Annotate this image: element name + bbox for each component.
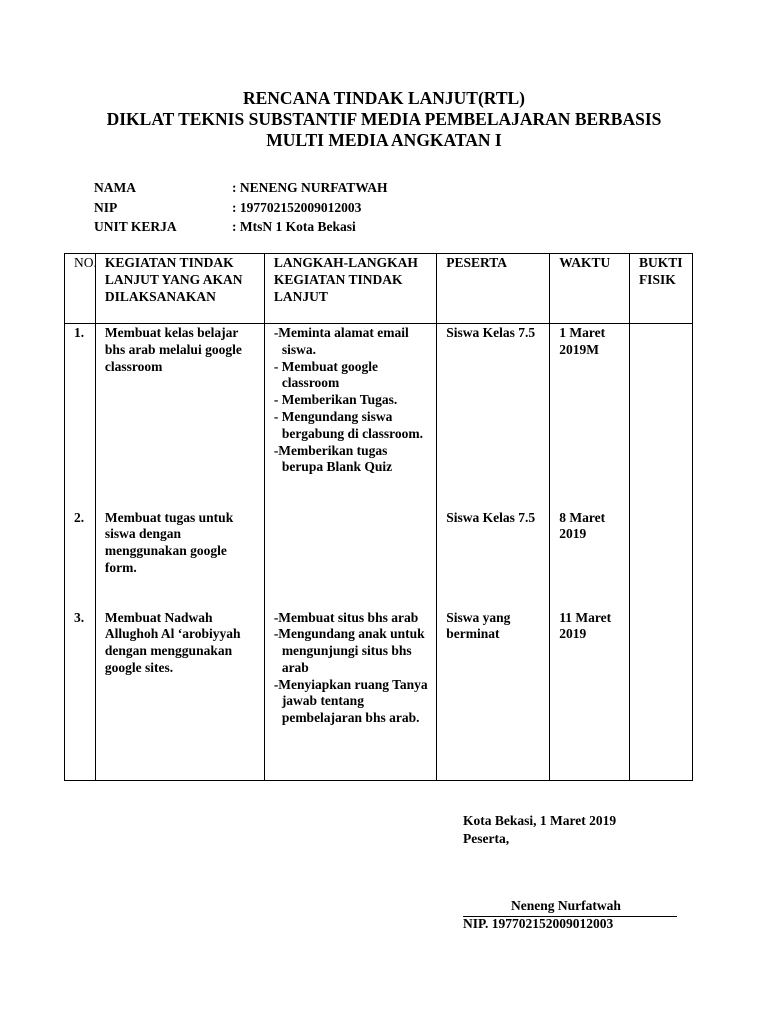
row-1-no: 1. (65, 324, 96, 509)
row-1-langkah (264, 324, 436, 509)
step-item: - Mengundang siswa bergabung di classroom. (273, 408, 423, 441)
nip-row (94, 198, 388, 218)
row-3-steps (274, 610, 431, 728)
title-line-3: MULTI MEDIA ANGKATAN I (266, 130, 502, 150)
header-kegiatan: KEGIATAN TINDAK LANJUT YANG AKAN DILAKSANAKAN (95, 254, 264, 324)
nip-label: NIP (94, 199, 118, 215)
signature-name: Neneng Nurfatwah (511, 898, 621, 913)
row-3-waktu: 11 Maret 2019 (550, 609, 630, 781)
row-1-kegiatan: Membuat kelas belajar bhs arab melalui google classroom (95, 324, 264, 509)
row-2-bukti (629, 509, 692, 609)
row-2-kegiatan: Membuat tugas untuk siswa dengan menggunakan google form. (95, 509, 264, 609)
row-3-no: 3. (65, 609, 96, 781)
header-waktu: WAKTU (550, 254, 630, 324)
step-item: -Memberikan tugas berupa Blank Quiz (273, 442, 393, 475)
step-item: -Mengundang anak untuk mengunjungi situs bhs arab (273, 626, 425, 675)
identity-block (94, 178, 388, 237)
row-2-no: 2. (65, 509, 96, 609)
table-row (65, 509, 693, 609)
signature-block (463, 812, 678, 931)
nama-label: NAMA (94, 180, 136, 195)
header-langkah: LANGKAH-LANGKAH KEGIATAN TINDAK LANJUT (264, 254, 436, 324)
step-item: - Memberikan Tugas. (273, 392, 398, 408)
document-title (0, 88, 768, 151)
nip-value: : 197702152009012003 (232, 199, 362, 215)
row-3-peserta: Siswa yang berminat (437, 609, 550, 781)
table-header-row (65, 254, 693, 324)
header-peserta: PESERTA (437, 254, 550, 324)
unit-value: : MtsN 1 Kota Bekasi (232, 219, 356, 234)
row-2-waktu: 8 Maret 2019 (550, 509, 630, 609)
nama-value: : NENENG NURFATWAH (232, 180, 388, 195)
step-item: -Meminta alamat email siswa. (273, 325, 409, 357)
row-3-bukti (629, 609, 692, 781)
unit-label: UNIT KERJA (94, 219, 177, 234)
row-1-waktu: 1 Maret 2019M (550, 324, 630, 509)
header-no: NO. (65, 254, 96, 324)
row-1-bukti (629, 324, 692, 509)
step-item: -Membuat situs bhs arab (273, 609, 419, 625)
row-3-langkah (264, 609, 436, 781)
signature-place-date: Kota Bekasi, 1 Maret 2019 (463, 813, 617, 828)
title-line-2: DIKLAT TEKNIS SUBSTANTIF MEDIA PEMBELAJARAN BERBASIS (106, 109, 662, 129)
rtl-table (64, 253, 693, 781)
table-row (65, 324, 693, 509)
row-2-langkah (264, 509, 436, 609)
nama-row (94, 178, 388, 198)
row-2-peserta: Siswa Kelas 7.5 (437, 509, 550, 609)
table-row (65, 609, 693, 781)
row-1-steps (274, 325, 431, 476)
step-item: - Membuat google classroom (273, 358, 379, 391)
title-line-1: RENCANA TINDAK LANJUT(RTL) (242, 88, 525, 108)
row-1-peserta: Siswa Kelas 7.5 (437, 324, 550, 509)
header-bukti: BUKTI FISIK (629, 254, 692, 324)
row-3-kegiatan: Membuat Nadwah Allughoh Al ‘arobiyyah dengan menggunakan google sites. (95, 609, 264, 781)
signature-role: Peserta, (463, 831, 510, 846)
unit-row (94, 217, 388, 237)
step-item: -Menyiapkan ruang Tanya jawab tentang pembelajaran bhs arab. (273, 676, 428, 726)
signature-nip: NIP. 197702152009012003 (463, 916, 614, 931)
